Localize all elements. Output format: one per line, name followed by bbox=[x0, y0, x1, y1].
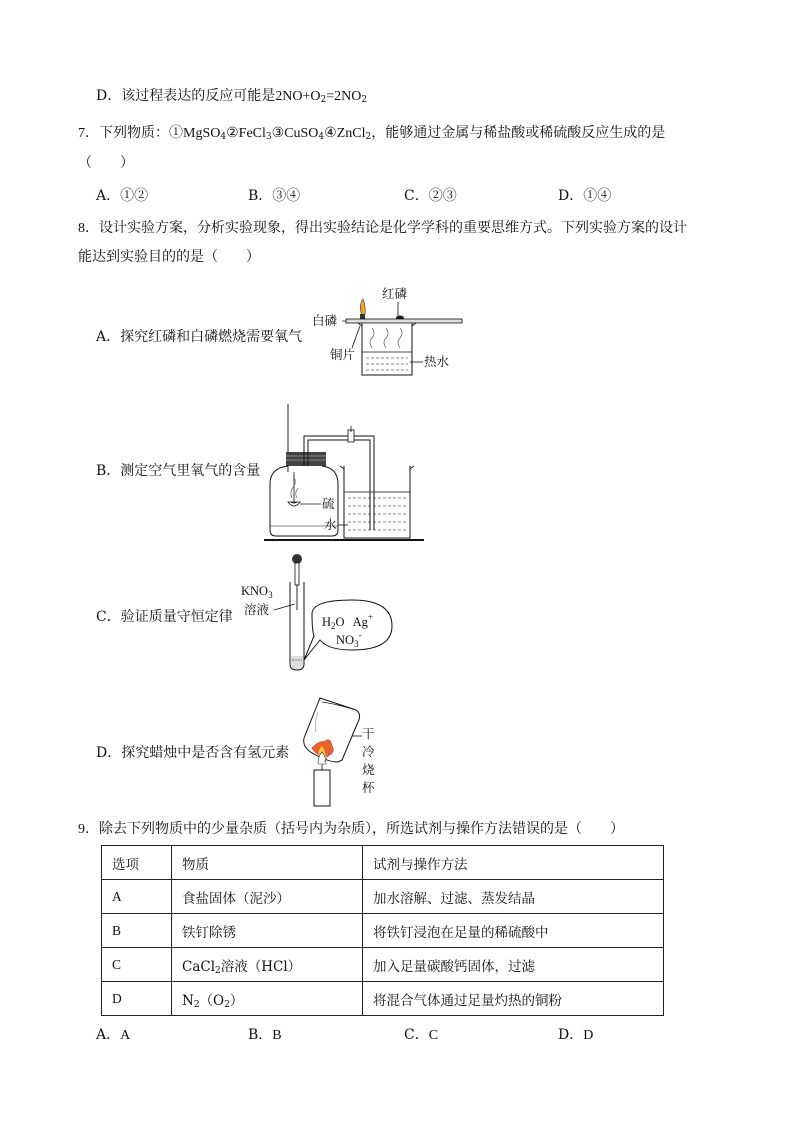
label-solution: 溶液 bbox=[244, 602, 270, 617]
label-dry-3: 烧 bbox=[362, 762, 375, 777]
stem-text: ，能够通过金属与稀盐酸或稀硫酸反应生成的是 bbox=[371, 125, 666, 141]
q7-paren: （ ） bbox=[78, 155, 134, 171]
option-label: A． bbox=[96, 1027, 121, 1043]
option-text: D bbox=[583, 1028, 594, 1043]
option-label: B． bbox=[248, 188, 273, 204]
q8-option-c bbox=[96, 607, 233, 627]
label-sulfur: 硫 bbox=[322, 496, 335, 511]
flame-icon bbox=[360, 299, 365, 315]
label-ions-top: $H_2O$ Ag+ bbox=[322, 612, 373, 631]
cell-substance: $N_2(O_2)$ bbox=[172, 982, 363, 1016]
option-label: A． bbox=[96, 188, 121, 204]
q9-option-d bbox=[558, 1025, 593, 1046]
cell-substance: 铁钉除锈 bbox=[172, 914, 363, 948]
q9-option-a bbox=[96, 1025, 130, 1046]
cell-option: A bbox=[102, 880, 172, 914]
cell-option: B bbox=[102, 914, 172, 948]
question-number: 8． bbox=[78, 221, 99, 236]
option-text: 该过程表达的反应可能是2NO+O bbox=[121, 89, 321, 104]
label-hot-water: 热水 bbox=[424, 354, 450, 369]
q8-stem-line2: 能达到实验目的的是（ ） bbox=[78, 249, 260, 265]
header-cell: 选项 bbox=[102, 846, 172, 880]
circled-3: ③ bbox=[271, 125, 285, 141]
figure-mass-conservation bbox=[238, 552, 398, 674]
beaker bbox=[344, 466, 410, 538]
q6-option-d bbox=[96, 86, 367, 107]
subscript: 2 bbox=[361, 95, 368, 105]
cell-option: C bbox=[102, 948, 172, 982]
option-label: D． bbox=[96, 745, 122, 761]
cell-method: 加入足量碳酸钙固体，过滤 bbox=[363, 948, 664, 982]
option-text: B bbox=[272, 1028, 282, 1043]
formula-zncl2: ZnCl bbox=[336, 126, 366, 141]
circled-4: ④ bbox=[324, 125, 337, 141]
option-text: 探究红磷和白磷燃烧需要氧气 bbox=[120, 329, 303, 345]
option-label: C． bbox=[404, 188, 429, 204]
option-text: 探究蜡烛中是否含有氢元素 bbox=[121, 745, 290, 761]
option-text: A bbox=[120, 1028, 131, 1043]
label-dry-4: 杯 bbox=[362, 780, 375, 795]
option-label: B． bbox=[96, 463, 121, 479]
cell-method: 将铁钉浸泡在足量的稀硫酸中 bbox=[363, 914, 664, 948]
option-text: 测定空气里氧气的含量 bbox=[120, 463, 261, 479]
table-row bbox=[102, 880, 664, 914]
label-copper: 铜片 bbox=[330, 347, 356, 362]
option-text: C bbox=[428, 1028, 439, 1043]
cell-method: 加水溶解、过滤、蒸发结晶 bbox=[363, 880, 664, 914]
cell-substance: CaCl$_2$溶液（HCl） bbox=[172, 948, 363, 982]
label-dry-2: 冷 bbox=[362, 744, 375, 759]
q7-option-d bbox=[558, 186, 611, 206]
cell-option: D bbox=[102, 982, 172, 1016]
dropper bbox=[295, 563, 299, 585]
option-text: ③④ bbox=[272, 188, 301, 204]
option-text: ①④ bbox=[583, 188, 612, 204]
table-row bbox=[102, 982, 664, 1016]
label-white-phosphorus: 白磷 bbox=[312, 313, 338, 328]
stem-text: 下列物质： bbox=[99, 125, 169, 141]
question-number: 9． bbox=[78, 822, 99, 837]
label-water: 水 bbox=[324, 517, 337, 532]
formula-fecl3: FeCl bbox=[238, 126, 266, 141]
dropper-bulb bbox=[292, 554, 302, 564]
option-label: D． bbox=[558, 188, 584, 204]
option-text: ①② bbox=[120, 188, 149, 204]
ion-bubble bbox=[304, 600, 392, 660]
candle bbox=[314, 770, 330, 806]
label-red-phosphorus: 红磷 bbox=[382, 286, 408, 301]
cell-substance: 食盐固体（泥沙） bbox=[172, 880, 363, 914]
option-label: D． bbox=[558, 1027, 584, 1043]
q7-stem bbox=[78, 123, 665, 144]
q9-option-b bbox=[248, 1025, 282, 1046]
option-label: A． bbox=[96, 329, 121, 345]
option-text: ②③ bbox=[428, 188, 457, 204]
subscript: 4 bbox=[220, 132, 227, 142]
table-row bbox=[102, 914, 664, 948]
circled-2: ② bbox=[226, 125, 239, 141]
formula-cuso4: CuSO bbox=[284, 126, 319, 141]
beaker bbox=[362, 323, 412, 375]
table-header-row bbox=[102, 846, 664, 880]
copper-sheet bbox=[346, 319, 462, 323]
option-label: C． bbox=[96, 609, 121, 625]
subscript: 2 bbox=[365, 132, 372, 142]
label-nitrate: $NO_3^-$ bbox=[336, 630, 362, 649]
q9-table bbox=[101, 845, 664, 1016]
table-row bbox=[102, 948, 664, 982]
q8-option-b bbox=[96, 461, 260, 481]
option-label: D． bbox=[96, 88, 122, 104]
circled-1: ① bbox=[169, 125, 183, 141]
q9-stem bbox=[78, 819, 624, 840]
q8-option-d bbox=[96, 743, 289, 763]
option-text-mid: =2NO bbox=[326, 89, 362, 104]
q9-option-c bbox=[404, 1025, 438, 1046]
stem-text: 除去下列物质中的少量杂质（括号内为杂质），所选试剂与操作方法错误的是（ ） bbox=[99, 821, 624, 837]
rubber-stopper bbox=[286, 452, 326, 466]
option-label: B． bbox=[248, 1027, 273, 1043]
figure-oxygen-content bbox=[264, 402, 424, 544]
header-cell: 物质 bbox=[172, 846, 363, 880]
cell-method: 将混合气体通过足量灼热的铜粉 bbox=[363, 982, 664, 1016]
option-text: 验证质量守恒定律 bbox=[120, 609, 233, 625]
label-dry-1: 干 bbox=[362, 726, 375, 741]
q7-option-a bbox=[96, 186, 148, 206]
q8-stem-line1 bbox=[78, 218, 687, 239]
q7-option-c bbox=[404, 186, 457, 206]
question-number: 7． bbox=[78, 126, 99, 141]
q8-option-a bbox=[96, 327, 302, 347]
figure-phosphorus-combustion bbox=[310, 282, 470, 377]
formula-mgso4: MgSO bbox=[183, 126, 221, 141]
subscript: 3 bbox=[265, 132, 272, 142]
figure-candle-beaker bbox=[298, 692, 388, 810]
subscript: 4 bbox=[318, 132, 325, 142]
subscript: 2 bbox=[320, 95, 327, 105]
stem-text: 设计实验方案，分析实验现象，得出实验结论是化学学科的重要思维方式。下列实验方案的设计 bbox=[99, 220, 687, 236]
option-label: C． bbox=[404, 1027, 429, 1043]
label-kno3: $KNO_3$ bbox=[241, 584, 273, 600]
q7-option-b bbox=[248, 186, 300, 206]
header-cell: 试剂与操作方法 bbox=[363, 846, 664, 880]
